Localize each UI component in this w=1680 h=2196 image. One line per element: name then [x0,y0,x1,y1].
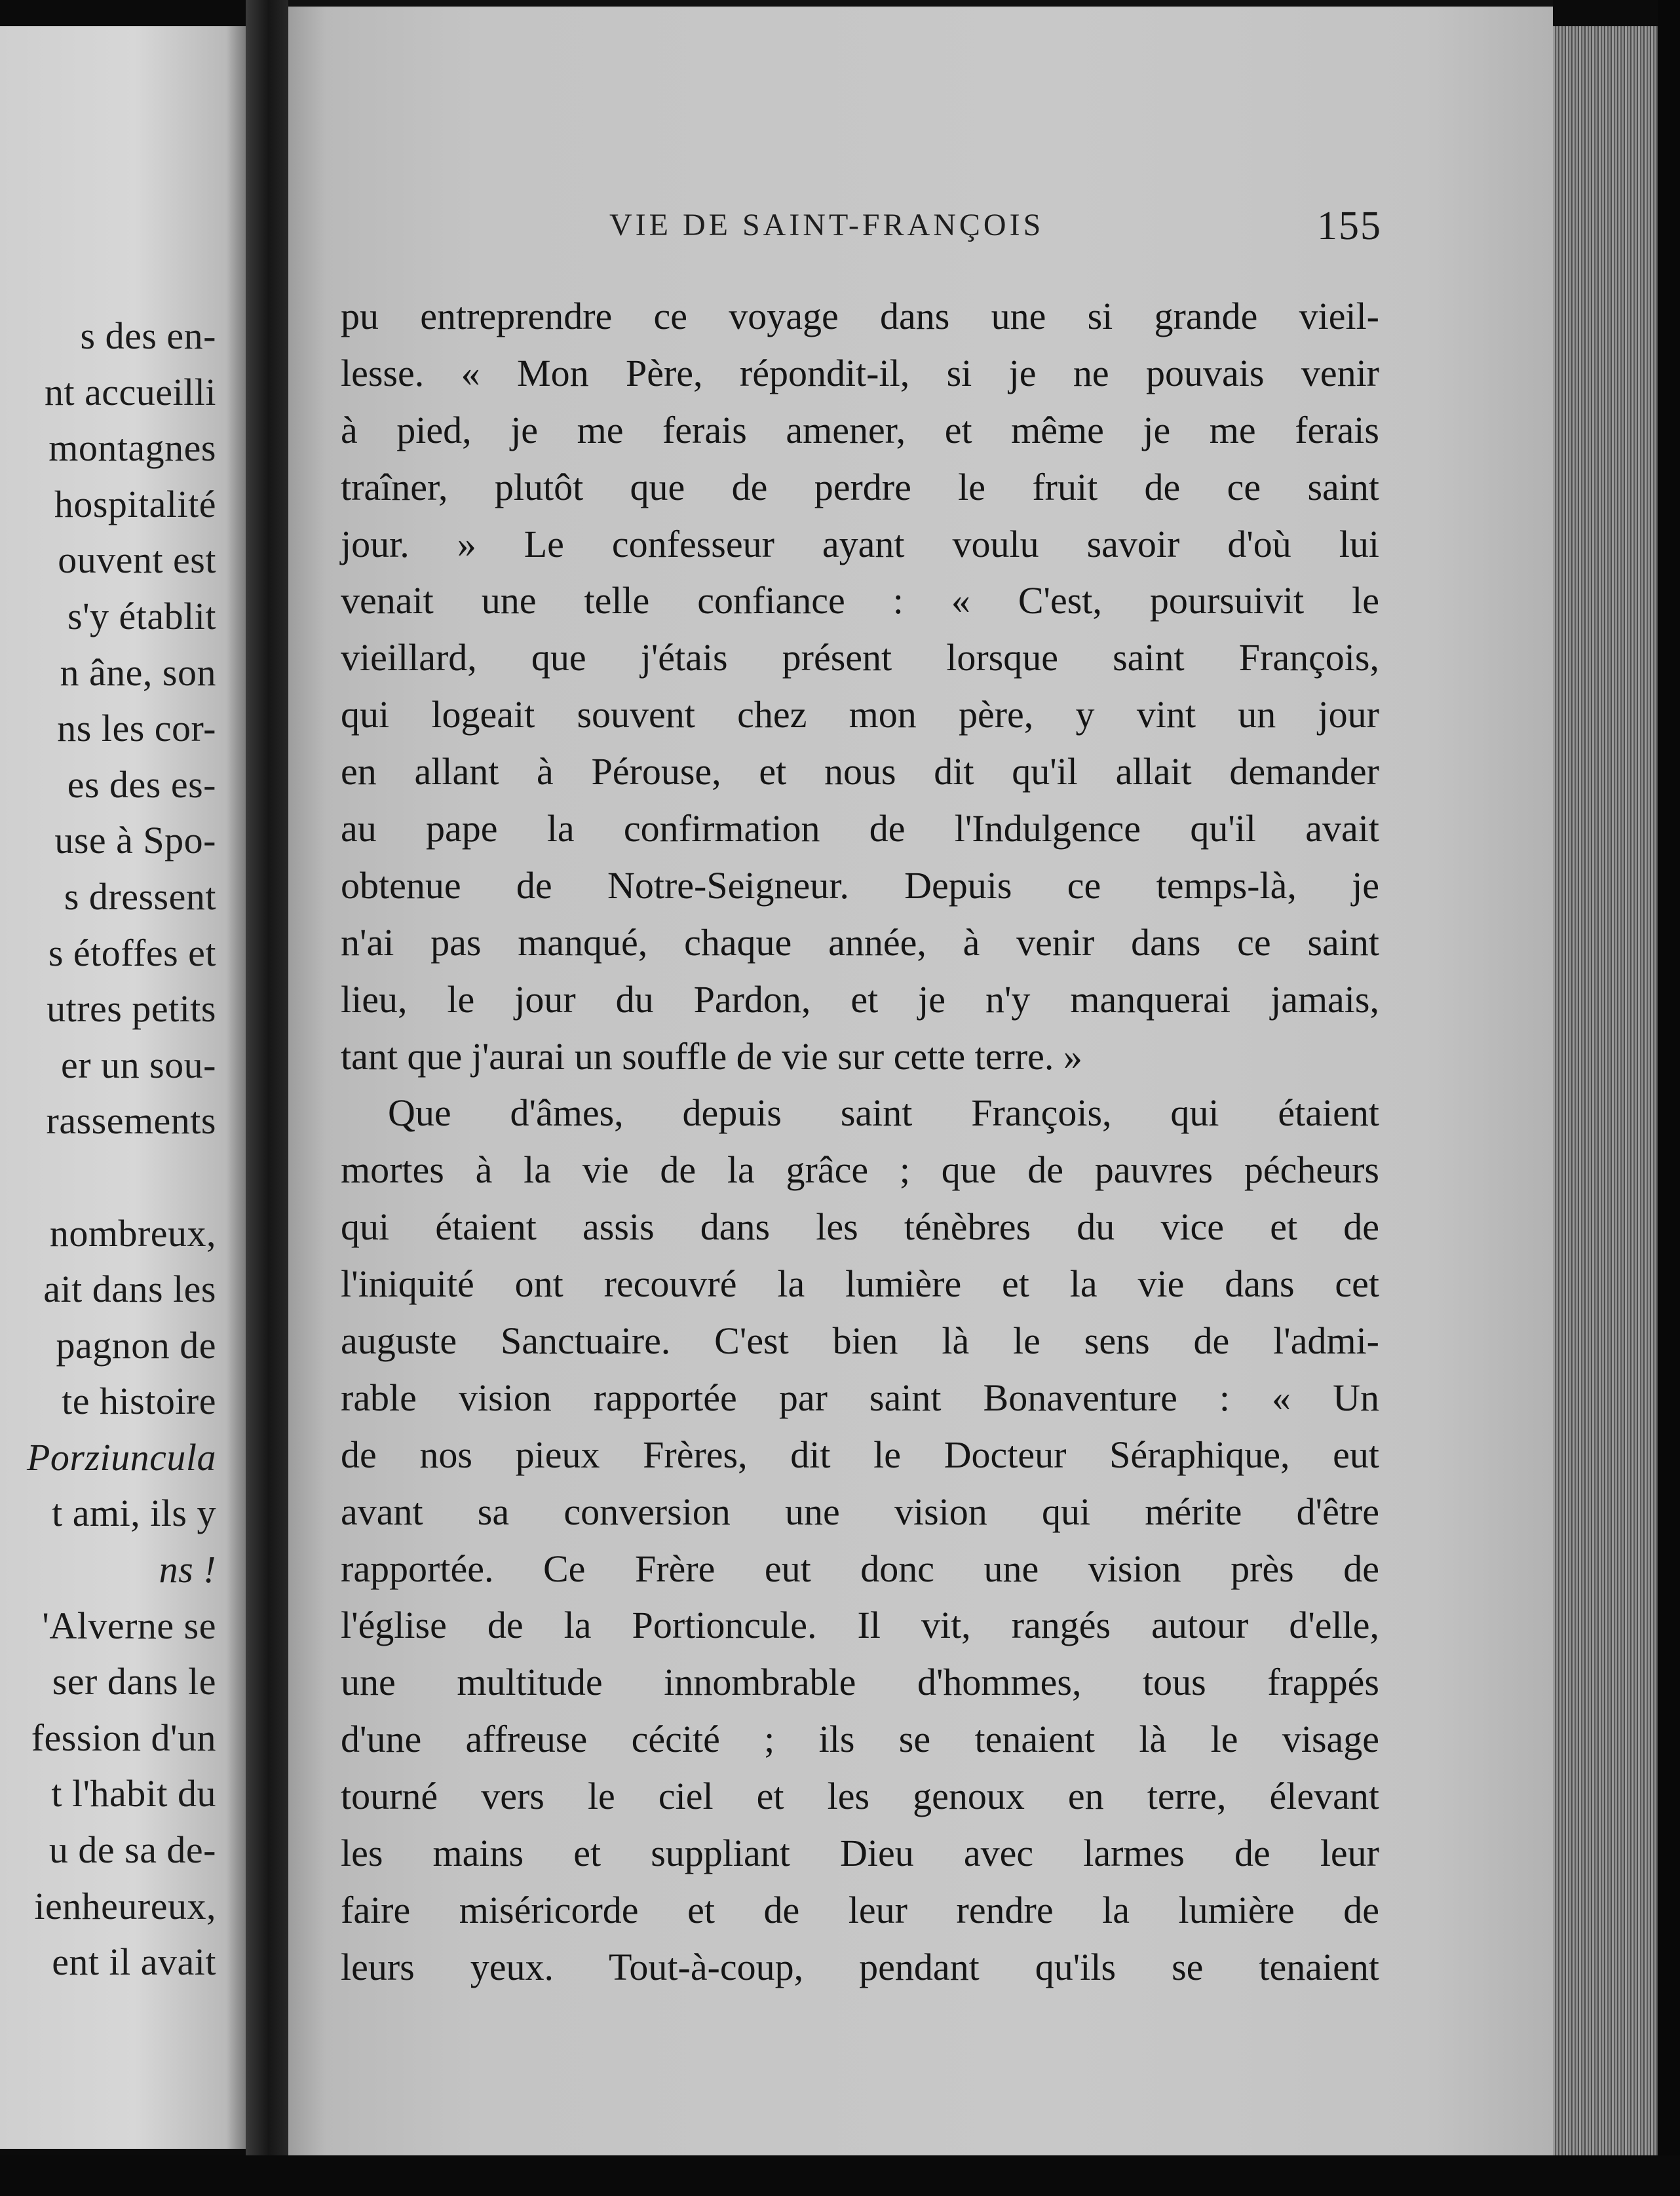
text-line: l'église de la Portioncule. Il vit, rangés autour d'elle, [341,1604,1379,1647]
left-line: fession d'un [31,1716,216,1759]
text-line: lieu, le jour du Pardon, et je n'y manquerai jamais, [341,977,1379,1021]
left-line: nt accueilli [44,370,216,413]
left-line: pagnon de [56,1323,216,1367]
left-line: ait dans les [43,1268,216,1311]
text-line: l'iniquité ont recouvré la lumière et la vie dans cet [341,1262,1379,1306]
text-line: rapportée. Ce Frère eut donc une vision près de [341,1547,1379,1590]
text-line: qui étaient assis dans les ténèbres du vice et de [341,1205,1379,1249]
left-line: t l'habit du [51,1772,216,1815]
running-title: VIE DE SAINT-FRANÇOIS [609,208,1044,242]
text-line-paragraph-end: tant que j'aurai un souffle de vie sur cette terre. » [341,1034,1082,1078]
text-line: obtenue de Notre-Seigneur. Depuis ce temps-là, je [341,863,1379,907]
running-head [288,203,1553,262]
text-line: mortes à la vie de la grâce ; que de pauvres pécheurs [341,1148,1379,1192]
text-line: rable vision rapportée par saint Bonaventure : « Un [341,1376,1379,1419]
left-line-italic: ns ! [159,1548,216,1591]
left-line: s'y établit [67,594,216,637]
left-line: s dressent [64,875,216,918]
text-line: auguste Sanctuaire. C'est bien là le sens de l'admi- [341,1319,1379,1363]
left-line: s des en- [80,314,216,357]
left-line: use à Spo- [54,819,216,862]
left-line: hospitalité [54,482,216,525]
text-line: lesse. « Mon Père, répondit-il, si je ne pouvais venir [341,351,1379,394]
text-line: pu entreprendre ce voyage dans une si grande vieil- [341,295,1379,337]
text-line-paragraph-start: Que d'âmes, depuis saint François, qui étaient [388,1091,1379,1135]
left-line: utres petits [47,987,216,1031]
left-line: er un sou- [61,1043,216,1086]
text-line: de nos pieux Frères, dit le Docteur Séraphique, eut [341,1433,1379,1476]
text-line: leurs yeux. Tout-à-coup, pendant qu'ils se tenaient [341,1945,1379,1988]
left-line: ent il avait [52,1940,216,1984]
page-number: 155 [1317,204,1382,248]
text-line: qui logeait souvent chez mon père, y vint un jour [341,693,1379,736]
book-gutter [246,0,292,2196]
text-line: jour. » Le confesseur ayant voulu savoir d'où lui [341,522,1379,565]
text-line: au pape la confirmation de l'Indulgence qu'il avait [341,807,1379,850]
text-line: les mains et suppliant Dieu avec larmes de leur [341,1832,1379,1875]
page-body-text [341,288,1379,1996]
left-line: rassements [46,1099,216,1143]
left-line: montagnes [48,426,216,470]
right-page [288,7,1553,2188]
left-line: 'Alverne se [42,1604,216,1647]
left-line: t ami, ils y [52,1492,216,1535]
left-line: n âne, son [60,651,216,694]
text-line: d'une affreuse cécité ; ils se tenaient là le visage [341,1718,1379,1761]
scan-bottom-border [0,2155,1680,2196]
left-page-fragment [0,26,246,2149]
left-line: ienheureux, [34,1884,216,1927]
left-line-italic: Porziuncula [26,1435,216,1479]
left-line: te histoire [62,1380,216,1423]
left-line: s étoffes et [48,931,216,974]
scan-right-border [1658,0,1680,2196]
left-page-text [0,308,216,1990]
text-line: traîner, plutôt que de perdre le fruit de ce saint [341,465,1379,508]
left-line: ns les cor- [57,707,216,750]
left-line: u de sa de- [48,1828,216,1872]
text-line: avant sa conversion une vision qui mérite d'être [341,1490,1379,1533]
left-line: es des es- [67,763,216,806]
text-line: vieillard, que j'étais présent lorsque saint François, [341,636,1379,679]
text-line: en allant à Pérouse, et nous dit qu'il allait demander [341,750,1379,793]
page-edges [1553,26,1658,2168]
text-line: n'ai pas manqué, chaque année, à venir dans ce saint [341,920,1379,964]
left-line-blank [0,1149,216,1205]
left-line: ouvent est [58,539,216,582]
text-line: une multitude innombrable d'hommes, tous frappés [341,1661,1379,1704]
text-line: venait une telle confiance : « C'est, poursuivit le [341,579,1379,622]
text-line: faire miséricorde et de leur rendre la lumière de [341,1888,1379,1931]
text-line: tourné vers le ciel et les genoux en terre, élevant [341,1775,1379,1818]
left-line: ser dans le [52,1660,216,1703]
text-line: à pied, je me ferais amener, et même je me ferais [341,408,1379,451]
left-line: nombreux, [49,1211,216,1255]
